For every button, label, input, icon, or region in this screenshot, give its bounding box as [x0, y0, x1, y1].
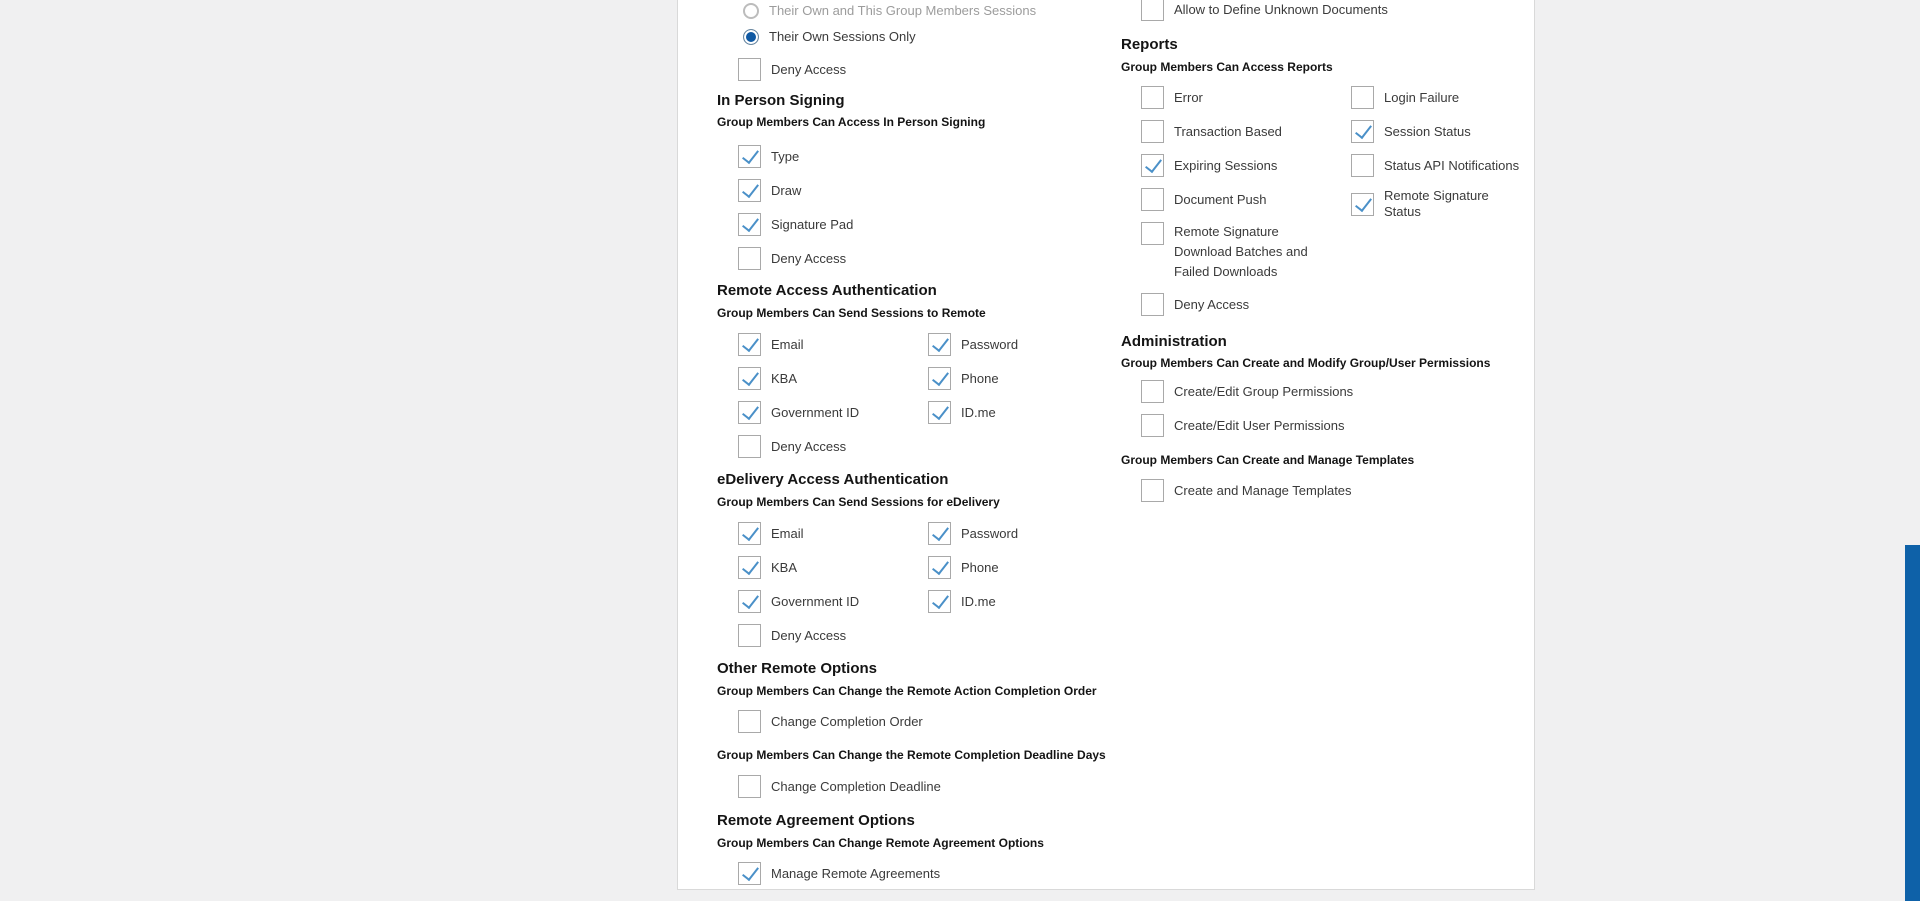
checkbox[interactable]: [1141, 222, 1164, 245]
checkbox[interactable]: [928, 333, 951, 356]
checkbox[interactable]: [738, 522, 761, 545]
scrollbar-thumb[interactable]: [1905, 545, 1920, 901]
checkbox-label: Email: [771, 525, 804, 541]
section-subtitle: Group Members Can Create and Manage Templates: [1121, 453, 1415, 467]
checkbox[interactable]: [738, 333, 761, 356]
checkbox-label: Create and Manage Templates: [1174, 482, 1352, 498]
checkbox-label: Email: [771, 336, 804, 352]
checkbox-row: [928, 556, 1117, 579]
checkbox[interactable]: [1141, 414, 1164, 437]
checkbox-label: Government ID: [771, 404, 860, 420]
checkbox-label: Remote Signature Status: [1384, 188, 1489, 219]
checkbox[interactable]: [738, 435, 761, 458]
checkbox-row: [1351, 188, 1521, 220]
section-title-administration: Administration: [1121, 333, 1227, 350]
checkbox-row: [738, 213, 1117, 236]
checkbox[interactable]: [1141, 293, 1164, 316]
section-subtitle: Group Members Can Access In Person Signing: [717, 115, 986, 129]
section-title-other-remote-options: Other Remote Options: [717, 660, 878, 677]
checkbox-label: Type: [771, 148, 800, 164]
checkbox-row: [1141, 479, 1531, 502]
checkbox[interactable]: [738, 775, 761, 798]
checkbox[interactable]: [738, 401, 761, 424]
checkbox[interactable]: [738, 862, 761, 885]
section-subtitle: Group Members Can Create and Modify Group/User Permissions: [1121, 356, 1491, 370]
checkbox-row: [738, 367, 928, 390]
section-title-remote-access-authentication: Remote Access Authentication: [717, 282, 937, 299]
checkbox-row: [1141, 222, 1521, 282]
checkbox-label: Create/Edit User Permissions: [1174, 417, 1345, 433]
checkbox-label: Deny Access: [771, 250, 847, 266]
checkbox[interactable]: [738, 247, 761, 270]
checkbox[interactable]: [1141, 188, 1164, 211]
checkbox-label: KBA: [771, 559, 798, 575]
checkbox-row: [928, 522, 1117, 545]
checkbox[interactable]: [928, 367, 951, 390]
checkbox-label: Error: [1174, 89, 1203, 105]
section-subtitle: Group Members Can Change the Remote Action Completion Order: [717, 684, 1097, 698]
checkbox-row: [1351, 86, 1521, 109]
checkbox-row: [738, 435, 928, 458]
checkbox-label: Phone: [961, 559, 999, 575]
section-title-reports: Reports: [1121, 36, 1178, 53]
checkbox[interactable]: [738, 179, 761, 202]
checkbox-row: [738, 333, 928, 356]
checkbox[interactable]: [738, 624, 761, 647]
permissions-panel: [677, 0, 1535, 890]
section-subtitle: Group Members Can Send Sessions to Remote: [717, 306, 986, 320]
checkbox-row: [928, 367, 1117, 390]
checkbox-label: Password: [961, 336, 1019, 352]
checkbox[interactable]: [1141, 0, 1164, 21]
checkbox-row: [1141, 414, 1531, 437]
checkbox-label: Manage Remote Agreements: [771, 865, 941, 881]
checkbox[interactable]: [1141, 380, 1164, 403]
checkbox-row: [1351, 120, 1521, 143]
radio-button[interactable]: [743, 3, 759, 19]
checkbox-row: [1351, 154, 1521, 177]
checkbox-label: ID.me: [961, 593, 996, 609]
checkbox-row: [738, 624, 928, 647]
checkbox-label: Change Completion Deadline: [771, 778, 941, 794]
checkbox-label: Draw: [771, 182, 802, 198]
checkbox-group: [738, 522, 1117, 647]
radio-button[interactable]: [743, 29, 759, 45]
radio-row-own-sessions-only: [743, 29, 1117, 45]
checkbox-row: [738, 247, 1117, 270]
section-subtitle: Group Members Can Access Reports: [1121, 60, 1333, 74]
checkbox[interactable]: [738, 556, 761, 579]
right-column: [1121, 0, 1531, 502]
checkbox-row: [738, 522, 928, 545]
checkbox-row: [738, 179, 1117, 202]
checkbox[interactable]: [928, 522, 951, 545]
checkbox[interactable]: [1351, 86, 1374, 109]
checkbox-row: [1141, 293, 1521, 316]
checkbox-label: Signature Pad: [771, 216, 854, 232]
checkbox-label: Login Failure: [1384, 89, 1460, 105]
checkbox-group: [738, 145, 1117, 270]
radio-label: Their Own Sessions Only: [769, 29, 916, 44]
section-subtitle: Group Members Can Send Sessions for eDelivery: [717, 495, 1000, 509]
left-column: [717, 0, 1117, 885]
checkbox[interactable]: [738, 710, 761, 733]
checkbox[interactable]: [738, 367, 761, 390]
checkbox-label: Deny Access: [771, 627, 847, 643]
checkbox-row: [928, 333, 1117, 356]
checkbox-label: Phone: [961, 370, 999, 386]
checkbox-label: Deny Access: [771, 438, 847, 454]
checkbox-group: [1141, 380, 1531, 437]
checkbox[interactable]: [738, 145, 761, 168]
radio-row-group-members-sessions: [743, 3, 1117, 19]
checkbox-label: Allow to Define Unknown Documents: [1174, 1, 1388, 17]
checkbox-label: Session Status: [1384, 123, 1471, 139]
checkbox-row: [738, 145, 1117, 168]
checkbox[interactable]: [1141, 86, 1164, 109]
checkbox[interactable]: [928, 556, 951, 579]
checkbox-label: Change Completion Order: [771, 713, 923, 729]
checkbox[interactable]: [1141, 479, 1164, 502]
checkbox-row: [738, 590, 928, 613]
checkbox[interactable]: [928, 590, 951, 613]
checkbox[interactable]: [738, 590, 761, 613]
checkbox-label: Deny Access: [1174, 296, 1250, 312]
section-subtitle: Group Members Can Change the Remote Completion Deadline Days: [717, 748, 1106, 762]
checkbox-label: KBA: [771, 370, 798, 386]
checkbox-row: [738, 710, 1117, 733]
checkbox[interactable]: [738, 213, 761, 236]
checkbox-label: ID.me: [961, 404, 996, 420]
checkbox-label: Expiring Sessions: [1174, 157, 1278, 173]
checkbox-row: [738, 401, 928, 424]
checkbox-label: Remote Signature Download Batches and Failed Downloads: [1174, 224, 1308, 279]
checkbox-group: [738, 333, 1117, 458]
checkbox[interactable]: [1351, 120, 1374, 143]
checkbox-row: [1141, 380, 1531, 403]
checkbox[interactable]: [1351, 154, 1374, 177]
checkbox[interactable]: [738, 58, 761, 81]
checkbox-row: [928, 401, 1117, 424]
checkbox-label: Status API Notifications: [1384, 157, 1520, 173]
checkbox-row: [738, 775, 1117, 798]
checkbox-row: [928, 590, 1117, 613]
checkbox[interactable]: [1141, 120, 1164, 143]
checkbox-label: Password: [961, 525, 1019, 541]
section-title-remote-agreement-options: Remote Agreement Options: [717, 812, 915, 829]
checkbox[interactable]: [1351, 193, 1374, 216]
radio-label: Their Own and This Group Members Sessions: [769, 3, 1037, 18]
checkbox[interactable]: [928, 401, 951, 424]
section-subtitle: Group Members Can Change Remote Agreement Options: [717, 836, 1044, 850]
section-title-edelivery-access-authentication: eDelivery Access Authentication: [717, 471, 949, 488]
checkbox-group: [1141, 86, 1521, 316]
checkbox-label: Deny Access: [771, 61, 847, 77]
checkbox-label: Government ID: [771, 593, 860, 609]
section-title-in-person-signing: In Person Signing: [717, 92, 845, 109]
checkbox-label: Create/Edit Group Permissions: [1174, 383, 1354, 399]
checkbox-row: [738, 556, 928, 579]
checkbox-row-allow-unknown-documents: [1141, 0, 1531, 21]
checkbox-row: [738, 862, 1117, 885]
checkbox-label: Transaction Based: [1174, 123, 1282, 139]
checkbox-column-right: [1351, 86, 1521, 220]
checkbox-row-deny-access: [738, 58, 1117, 81]
checkbox-label: Document Push: [1174, 191, 1267, 207]
checkbox[interactable]: [1141, 154, 1164, 177]
